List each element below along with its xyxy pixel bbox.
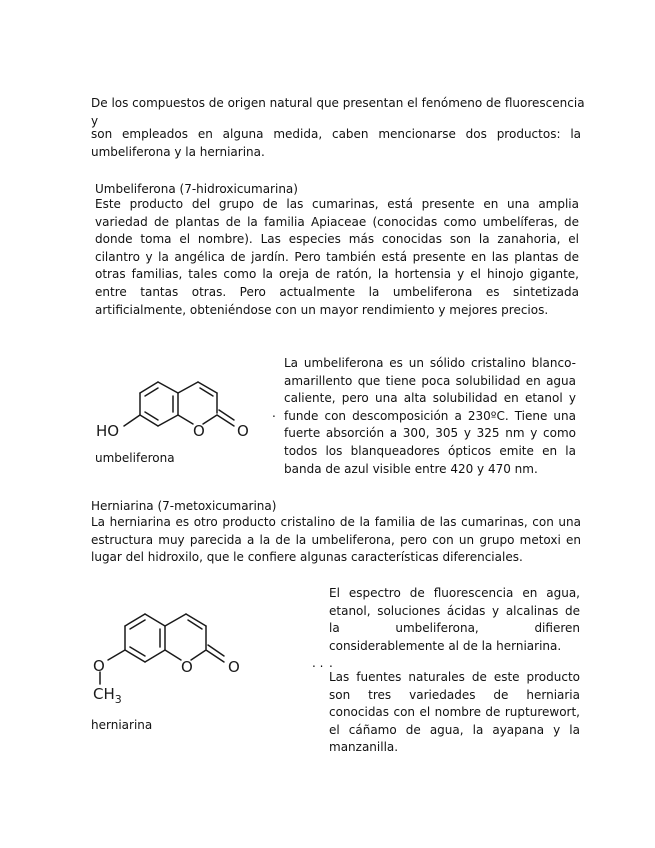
carbonyl-oxygen-label: O	[237, 422, 249, 440]
carbonyl-oxygen-label: O	[228, 658, 240, 676]
methoxy-oxygen-label: O	[93, 657, 105, 675]
herniarina-structure	[90, 596, 290, 706]
stray-dots: . .	[312, 656, 324, 670]
umbeliferona-side-paragraph: La umbeliferona es un sólido cristalino blanco-amarillento que tiene poca solubilidad en agua caliente, pero una alta solubilidad en etanol y funde con descomposición a 230ºC. Tiene una fuerte absorción a 300, 305 y 325 nm y como todos los blanqueadores ópticos emite en la banda de azul visible entre 420 y 470 nm.	[284, 356, 576, 476]
umbeliferona-structure	[92, 363, 272, 453]
umbeliferona-heading: Umbeliferona (7-hidroxicumarina)	[95, 182, 298, 196]
methyl-label: $CH_3$	[93, 685, 122, 706]
umbeliferona-paragraph: Este producto del grupo de las cumarinas, está presente en una amplia variedad de plantas de la familia Apiaceae (conocidas como umbelíferas, de donde toma el nombre). Las especies más conocidas son la zanahoria, el cilantro y la angélica de jardín. Pero también está presente en las plantas de otras familias, tales como la oreja de ratón, la hortensia y el hinojo gigante, entre tantas otras. Pero actualmente la umbeliferona es sintetizada artificialmente, obteniéndose con un mayor rendimiento y mejores precios.	[95, 197, 579, 317]
umbeliferona-caption: umbeliferona	[95, 451, 175, 465]
herniarina-side-paragraph-1: El espectro de fluorescencia en agua, etanol, soluciones ácidas y alcalinas de la umbeliferona, difieren considerablemente al de la herniarina.	[329, 586, 580, 653]
ring-oxygen-label: O	[181, 658, 193, 676]
ring-oxygen-label: O	[193, 422, 205, 440]
intro-line: De los compuestos de origen natural que presentan el fenómeno de fluorescencia y	[91, 96, 585, 128]
hydroxyl-label: HO	[96, 422, 120, 440]
herniarina-heading: Herniarina (7-metoxicumarina)	[91, 499, 277, 513]
herniarina-side-paragraph-2: Las fuentes naturales de este producto son tres variedades de herniaria conocidas con el nombre de rupturewort, el cáñamo de agua, la ayapana y la manzanilla.	[329, 670, 580, 755]
herniarina-side-dot: .	[329, 656, 333, 670]
herniarina-caption: herniarina	[91, 718, 153, 732]
stray-dot: .	[272, 406, 276, 420]
herniarina-paragraph: La herniarina es otro producto cristalino de la familia de las cumarinas, con una estructura muy parecida a la de la umbeliferona, pero con un grupo metoxi en lugar del hidroxilo, que le confiere algunas características diferenciales.	[91, 515, 581, 565]
intro-paragraph: son empleados en alguna medida, caben mencionarse dos productos: la umbeliferona y la herniarina.	[91, 127, 581, 159]
